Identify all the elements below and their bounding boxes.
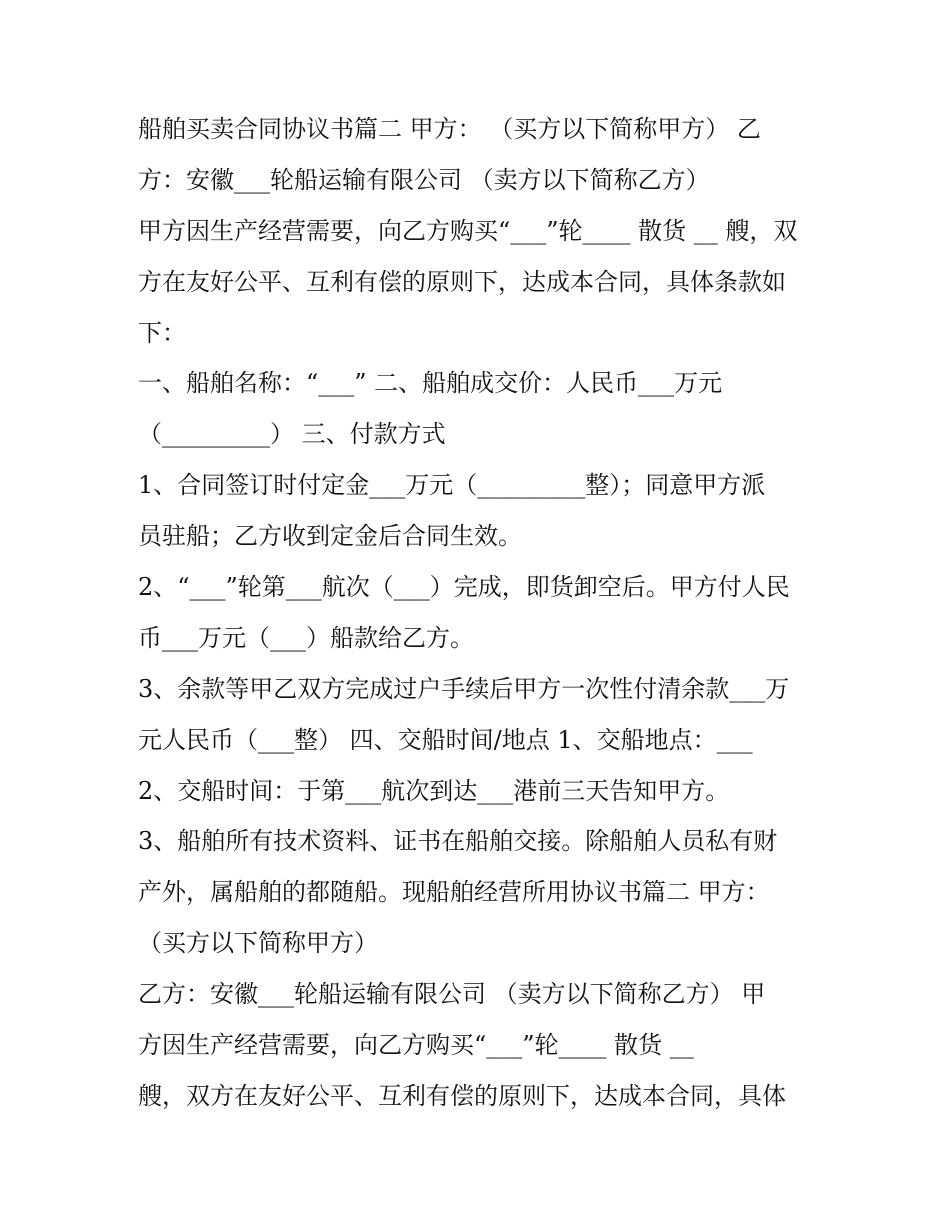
text-line-1: 船舶买卖合同协议书篇二 甲方： （买方以下简称甲方） 乙: [138, 115, 761, 143]
document-body: [138, 104, 818, 1122]
text-line-20: 艘，双方在友好公平、互利有偿的原则下，达成本合同，具体: [138, 1081, 786, 1110]
text-line-13: 元人民币（___整） 四、交船时间/地点 1、交船地点：___: [138, 725, 753, 754]
text-line-12: 3、余款等甲乙双方完成过户手续后甲方一次性付清余款___万: [138, 674, 790, 703]
text-line-14: 2、交船时间：于第___航次到达___港前三天告知甲方。: [138, 776, 730, 805]
text-line-2: 方：安徽___轮船运输有限公司 （卖方以下简称乙方）: [138, 165, 710, 194]
text-line-7: （_________） 三、付款方式: [138, 420, 446, 449]
text-line-18: 乙方：安徽___轮船运输有限公司 （卖方以下简称乙方） 甲: [138, 980, 766, 1009]
text-line-6: 一、船舶名称：“___” 二、船舶成交价：人民币___万元: [138, 369, 723, 398]
text-line-5: 下：: [138, 318, 186, 347]
text-line-10: 2、“___”轮第___航次（___）完成，即货卸空后。甲方付人民: [138, 573, 790, 602]
text-line-19: 方因生产经营需要，向乙方购买“___”轮____ 散货 __: [138, 1031, 694, 1060]
text-line-3: 甲方因生产经营需要，向乙方购买“___”轮____ 散货 __ 艘，双: [138, 216, 798, 245]
text-line-9: 员驻船；乙方收到定金后合同生效。: [138, 522, 522, 551]
text-line-16: 产外，属船舶的都随船。现船舶经营所用协议书篇二 甲方：: [138, 878, 770, 907]
text-line-8: 1、合同签订时付定金___万元（_________整）；同意甲方派: [138, 471, 766, 500]
text-line-15: 3、船舶所有技术资料、证书在船舶交接。除船舶人员私有财: [138, 827, 778, 856]
text-line-4: 方在友好公平、互利有偿的原则下，达成本合同，具体条款如: [138, 267, 786, 296]
text-line-11: 币___万元（___）船款给乙方。: [138, 623, 474, 652]
text-line-17: （买方以下简称甲方）: [138, 929, 378, 958]
